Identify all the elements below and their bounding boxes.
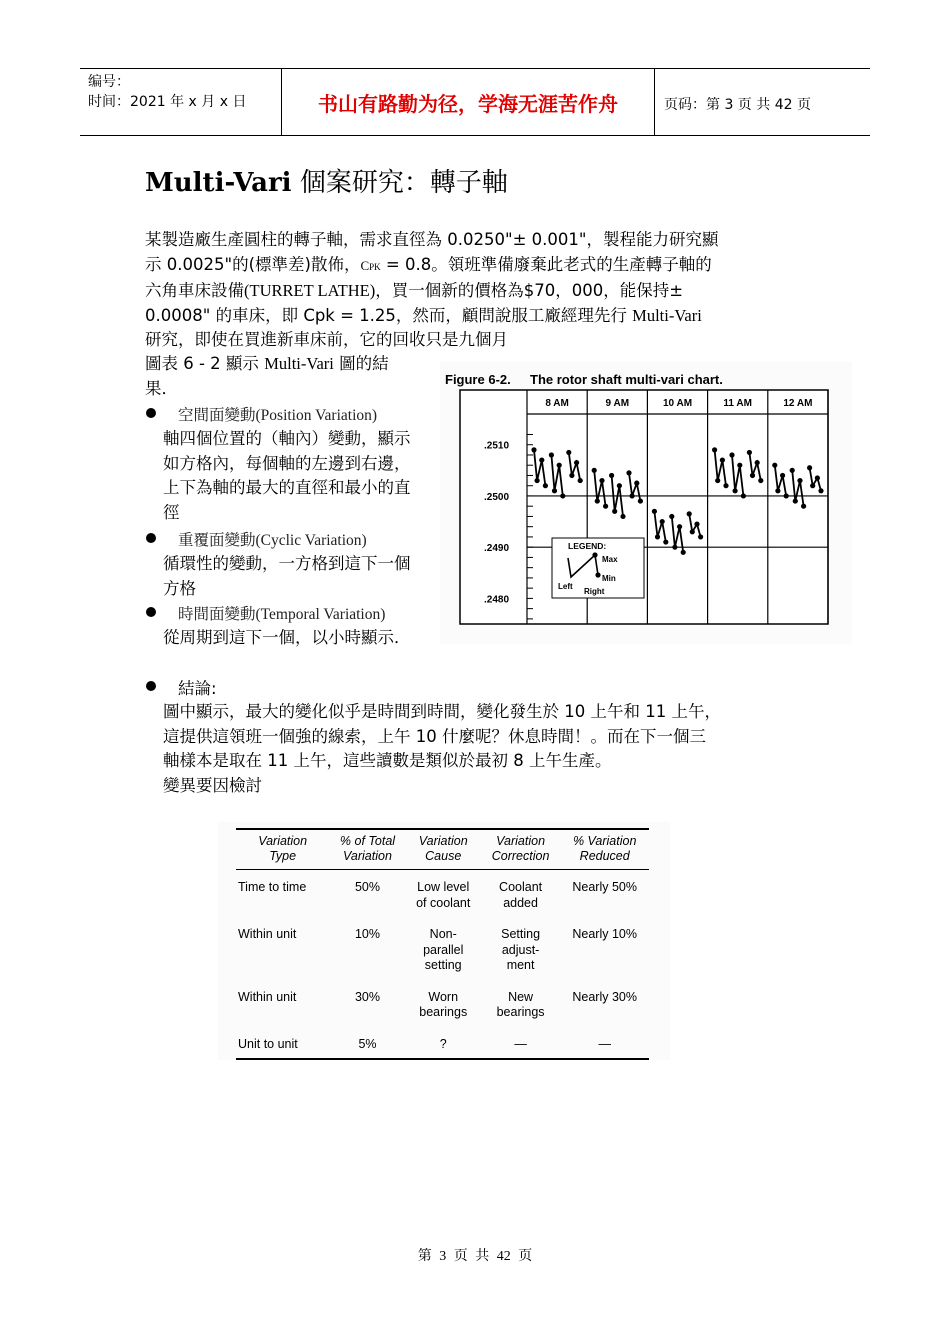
chart-column-label: 9 AM [605,398,630,409]
table-cell: Worn bearings [419,989,468,1019]
chart-data-point [737,463,742,468]
table-header-cell: % Variation Reduced [560,829,649,870]
table-cell: — [560,1027,649,1060]
header-top-rule [80,68,870,69]
chart-y-tick-label: .2500 [484,491,510,503]
figure-caption-number: Figure 6-2. [445,372,511,387]
chart-data-point [750,473,755,478]
variation-table [236,828,649,1060]
chart-data-point [775,488,780,493]
chart-data-point [793,498,798,503]
chart-data-point [732,488,737,493]
page-title [145,162,508,199]
chart-data-point [539,457,544,462]
table-cell: Nearly 10% [572,927,637,941]
chart-data-point [634,481,639,486]
figure-caption-text: The rotor shaft multi-vari chart. [530,372,723,387]
chart-data-point [660,519,665,524]
chart-data-point [617,483,622,488]
chart-data-point [672,545,677,550]
chart-legend [552,538,644,598]
bullet-dot [146,607,156,617]
intro-line: 0.0008" 的車床，即 Cpk = 1.25，然而，顧問說服工廠經理先行 Multi-Vari [145,305,702,325]
chart-data-point [595,498,600,503]
legend-min-label: Min [602,574,616,583]
table-cell: 5% [329,1027,405,1060]
intro-paragraph [145,228,815,353]
chart-data-point [552,488,557,493]
chart-data-point [549,452,554,457]
bullet-heading: 空間面變動(Position Variation) [178,407,378,424]
intro-line: 示 0.0025"的(標準差)散佈，CPK = 0.8。領班準備廢棄此老式的生產轉子軸的 [145,254,712,274]
chart-reference: 圖表 6 - 2 顯示 Multi-Vari 圖的結 果． [145,354,389,398]
chart-data-point [620,514,625,519]
chart-data-point [772,463,777,468]
table-cell: — [481,1027,561,1060]
chart-data-point [690,529,695,534]
bullet-heading: 時間面變動(Temporal Variation) [178,606,386,623]
chart-data-point [801,504,806,509]
chart-data-point [677,524,682,529]
chart-data-point [807,465,812,470]
conclusion-heading: 結論: [178,679,217,698]
multi-vari-chart [440,362,852,644]
chart-column-label: 10 AM [662,398,693,409]
table-cell: Setting adjust- ment [501,927,541,972]
table-cell: 10% [354,927,380,941]
table-cell: Unit to unit [236,1027,329,1060]
variation-table-panel [218,822,670,1060]
chart-y-tick-label: .2480 [484,594,510,606]
table-cell: Non- parallel setting [423,927,464,972]
chart-data-point [815,475,820,480]
chart-data-point [790,468,795,473]
title-cjk: 個案研究：轉子軸 [291,168,508,198]
table-row [236,917,649,980]
chart-data-point [574,460,579,465]
chart-data-point [531,447,536,452]
chart-data-point [599,478,604,483]
chart-data-point [652,509,657,514]
chart-data-point [687,511,692,516]
chart-data-point [698,534,703,539]
bullet-text: 循環性的變動，一方格到這下一個方格 [163,554,411,598]
bullet-text: 從周期到這下一個，以小時顯示． [163,628,411,647]
header-motto: 书山有路勤为径，学海无涯苦作舟 [318,92,618,116]
header-bottom-rule [80,135,870,136]
chart-data-point [723,483,728,488]
chart-data-point [609,473,614,478]
chart-data-point [578,478,583,483]
chart-data-point [560,493,565,498]
chart-y-tick-label: .2490 [484,543,510,555]
table-header-cell: Variation Correction [481,829,561,870]
chart-data-point [729,452,734,457]
chart-data-point [747,450,752,455]
header-divider-right [654,68,655,135]
table-cell: 50% [354,880,380,894]
chart-data-point [612,509,617,514]
chart-data-point [741,493,746,498]
table-cell: ? [406,1027,481,1060]
table-cell: Coolant added [499,880,543,910]
chart-data-point [566,450,571,455]
table-cell: Low level of coolant [416,880,471,910]
legend-left-label: Left [558,582,573,591]
table-cell: Within unit [238,989,297,1004]
intro-line: 某製造廠生產圓柱的轉子軸，需求直徑為 0.0250"± 0.001"，製程能力研究顯 [145,230,719,249]
intro-line: 研究，即使在買進新車床前，它的回收只是九個月 [145,330,508,349]
chart-data-point [784,493,789,498]
legend-title: LEGEND: [568,541,607,551]
chart-data-point [810,483,815,488]
chart-data-point [655,534,660,539]
chart-column-label: 8 AM [545,398,569,409]
table-row [236,870,649,918]
conclusion-text: 圖中顯示，最大的變化似乎是時間到時間，變化發生於 10 上午和 11 上午， 這提供這領班一個強的線索，上午 10 什麼呢？休息時間！。而在下一個三 軸樣本是取在 11 上午，這些讀數是類似於最初 8 上午生產。 變異要因檢討 [163,702,721,795]
multi-vari-figure [440,362,852,644]
chart-column-label: 11 AM [723,398,752,409]
intro-line: 六角車床設備(TURRET LATHE)，買一個新的價格為$70，000，能保持± [145,281,684,300]
chart-data-point [715,478,720,483]
chart-data-point [720,457,725,462]
table-cell: New bearings [496,989,545,1019]
chart-column-label: 12 AM [783,398,813,409]
chart-data-point [638,498,643,503]
chart-data-point [818,488,823,493]
bullet-dot [146,408,156,418]
table-cell: 30% [354,989,380,1004]
bullet-dot [146,681,156,691]
table-header-cell: % of Total Variation [329,829,405,870]
chart-data-point [712,447,717,452]
chart-data-point [569,473,574,478]
table-cell: Nearly 50% [572,880,637,894]
chart-data-point [681,550,686,555]
table-header-cell: Variation Type [236,829,329,870]
chart-data-point [797,478,802,483]
table-cell: Within unit [238,927,297,941]
chart-data-point [663,539,668,544]
legend-right-label: Right [584,587,605,596]
chart-data-point [669,514,674,519]
chart-data-point [592,468,597,473]
title-latin: Multi-Vari [145,168,292,198]
bullet-text: 軸四個位置的（軸內）變動，顯示如方格內，每個軸的左邊到右邊，上下為軸的最大的直徑和最小的直徑 [163,429,411,522]
chart-data-point [755,460,760,465]
chart-data-point [758,478,763,483]
table-header-cell: Variation Cause [406,829,481,870]
chart-y-tick-label: .2510 [484,440,510,452]
chart-data-point [603,504,608,509]
chart-data-point [557,463,562,468]
legend-min-marker [595,572,600,577]
chart-data-point [543,483,548,488]
table-cell: Nearly 30% [572,989,637,1004]
chart-data-point [629,493,634,498]
header-page-label: 页码：第 3 页 共 42 页 [664,97,811,113]
page-footer: 第 3 页 共 42 页 [417,1249,533,1264]
bullet-heading: 重覆面變動(Cyclic Variation) [178,532,367,549]
table-cell: Time to time [238,880,307,894]
legend-max-label: Max [602,555,618,564]
chart-data-point [534,478,539,483]
legend-max-marker [592,552,597,557]
chart-data-point [626,470,631,475]
variation-table-header [236,829,649,870]
bullet-dot [146,533,156,543]
chart-data-point [694,522,699,527]
header-number-label: 编号： [88,74,130,90]
table-row [236,980,649,1027]
table-row [236,1027,649,1060]
header-time-label: 时间：2021 年 x 月 x 日 [88,94,247,110]
chart-data-point [780,473,785,478]
